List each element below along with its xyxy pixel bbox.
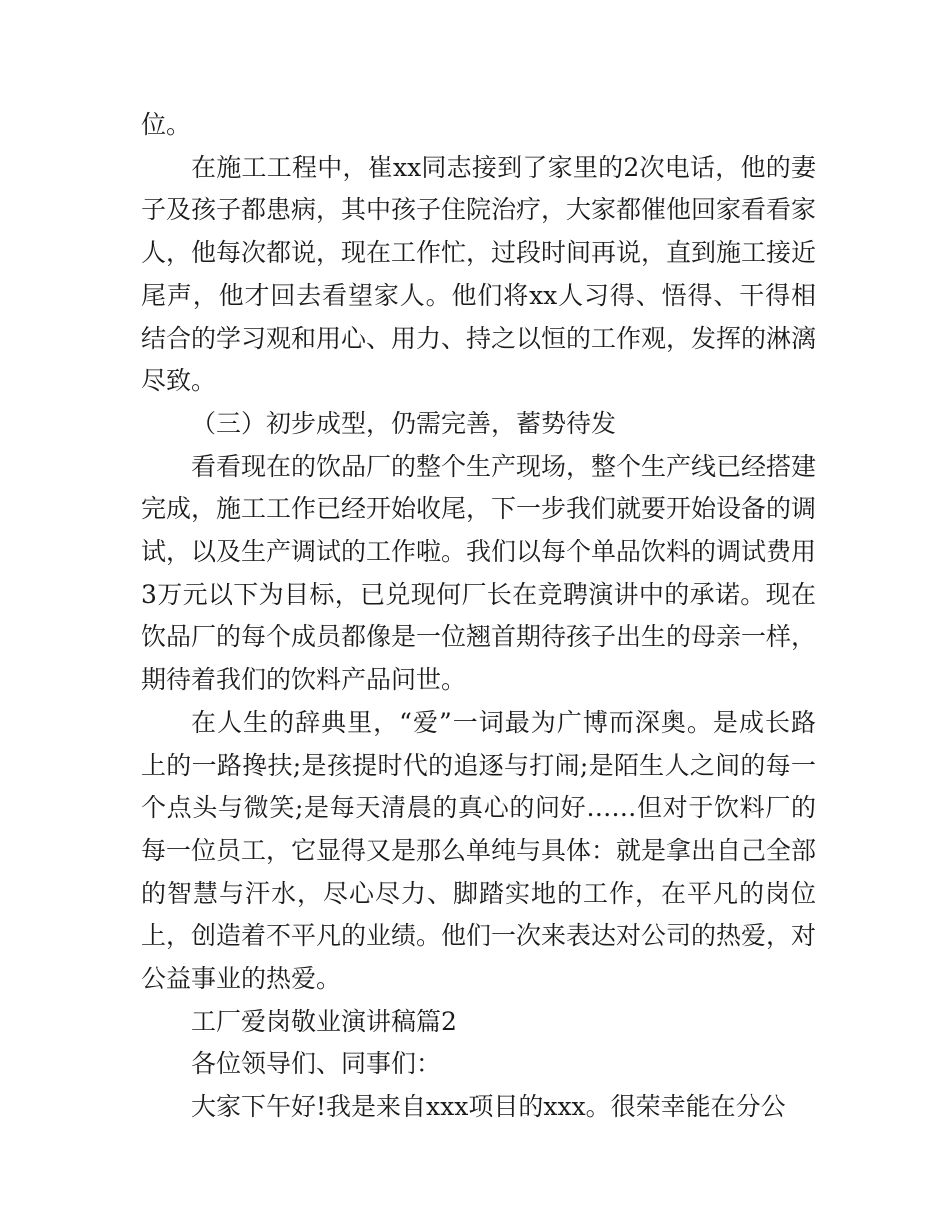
- paragraph-2: 在施工工程中，崔xx同志接到了家里的2次电话，他的妻子及孩子都患病，其中孩子住院治疗，大家都催他回家看看家人，他每次都说，现在工作忙，过段时间再说，直到施工接近尾声，他才回去看望家人。他们将xx人习得、悟得、干得相结合的学习观和用心、用力、持之以恒的工作观，发挥的淋漓尽致。: [141, 152, 817, 396]
- document-body: [141, 104, 816, 1129]
- paragraph-4: 看看现在的饮品厂的整个生产现场，整个生产线已经搭建完成，施工工作已经开始收尾，下一步我们就要开始设备的调试，以及生产调试的工作啦。我们以每个单品饮料的调试费用3万元以下为目标，已兑现何厂长在竞聘演讲中的承诺。现在饮品厂的每个成员都像是一位翘首期待孩子出生的母亲一样，期待着我们的饮料产品问世。: [141, 451, 817, 695]
- section-heading-3: （三）初步成型，仍需完善，蓄势待发: [191, 408, 617, 438]
- salutation: 各位领导们、同事们：: [191, 1049, 442, 1079]
- article-title-2: 工厂爱岗敬业演讲稿篇2: [191, 1006, 457, 1036]
- paragraph-1: 位。: [141, 110, 192, 139]
- paragraph-8: 大家下午好!我是来自xxx项目的xxx。很荣幸能在分公: [191, 1092, 786, 1122]
- paragraph-5: 在人生的辞典里，“爱”一词最为广博而深奥。是成长路上的一路搀扶;是孩提时代的追逐与打闹;是陌生人之间的每一个点头与微笑;是每天清晨的真心的问好……但对于饮料厂的每一位员工，它显得又是那么单纯与具体：就是拿出自己全部的智慧与汗水，尽心尽力、脚踏实地的工作，在平凡的岗位上，创造着不平凡的业绩。他们一次来表达对公司的热爱，对公益事业的热爱。: [141, 707, 817, 994]
